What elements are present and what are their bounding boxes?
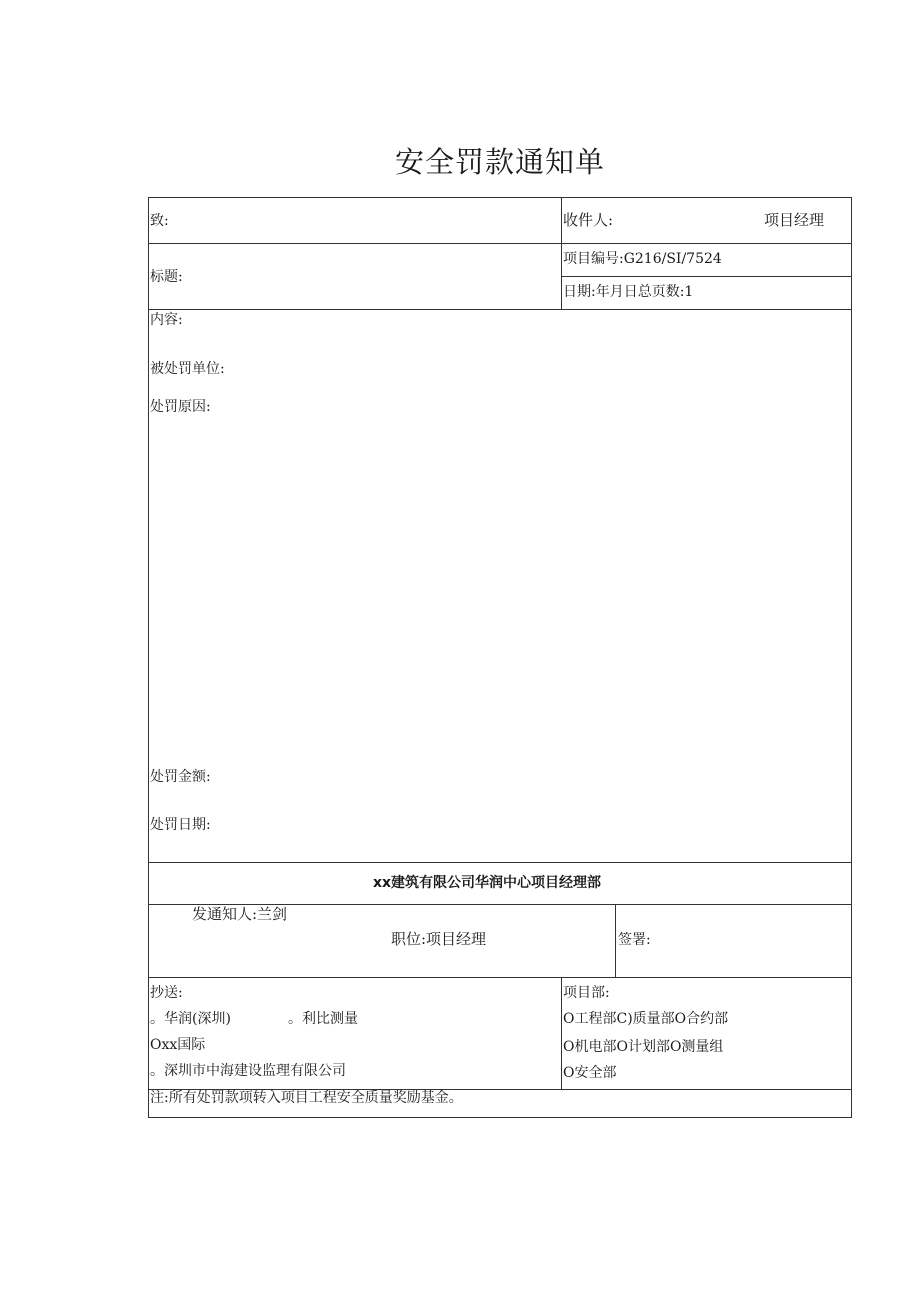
dept-options: O安全部 — [563, 1065, 617, 1081]
penalized-unit-label: 被处罚单位: — [150, 361, 225, 377]
cc-item: 。深圳市中海建设监理有限公司 — [150, 1063, 346, 1079]
column-divider — [615, 904, 616, 977]
recipient-value: 项目经理 — [764, 211, 825, 229]
row-divider — [561, 276, 852, 277]
company-name: xx建筑有限公司华润中心项目经理部 — [373, 875, 602, 891]
form-table — [148, 197, 852, 1118]
page-title: 安全罚款通知单 — [394, 145, 605, 179]
footer-note: 注:所有处罚款项转入项目工程安全质量奖励基金。 — [150, 1090, 463, 1106]
recipient-label: 收件人: — [563, 211, 614, 229]
to-label: 致: — [150, 213, 169, 229]
cc-label: 抄送: — [150, 985, 183, 1001]
reason-label: 处罚原因: — [150, 399, 211, 415]
row-divider — [148, 862, 852, 863]
row-divider — [148, 243, 852, 244]
dept-options: O机电部O计划部O测量组 — [563, 1039, 724, 1055]
content-label: 内容: — [150, 312, 183, 328]
row-divider — [148, 309, 852, 310]
subject-label: 标题: — [150, 269, 183, 285]
cc-item: 。利比测量 — [288, 1011, 358, 1027]
cc-item: Oxx国际 — [150, 1037, 206, 1053]
signature-label: 签署: — [618, 932, 651, 948]
dept-label: 项目部: — [563, 985, 610, 1001]
issuer: 发通知人:兰剑 — [192, 905, 288, 923]
row-divider — [148, 977, 852, 978]
project-number: 项目编号:G216/SI/7524 — [563, 251, 722, 267]
amount-label: 处罚金额: — [150, 769, 211, 785]
cc-item: 。华润(深圳) — [150, 1011, 231, 1027]
column-divider — [561, 977, 562, 1089]
issuer-position: 职位:项目经理 — [391, 930, 487, 948]
penalty-date-label: 处罚日期: — [150, 817, 211, 833]
date-pages: 日期:年月日总页数:1 — [563, 284, 694, 300]
dept-options: O工程部C)质量部O合约部 — [563, 1011, 729, 1027]
column-divider — [561, 197, 562, 309]
